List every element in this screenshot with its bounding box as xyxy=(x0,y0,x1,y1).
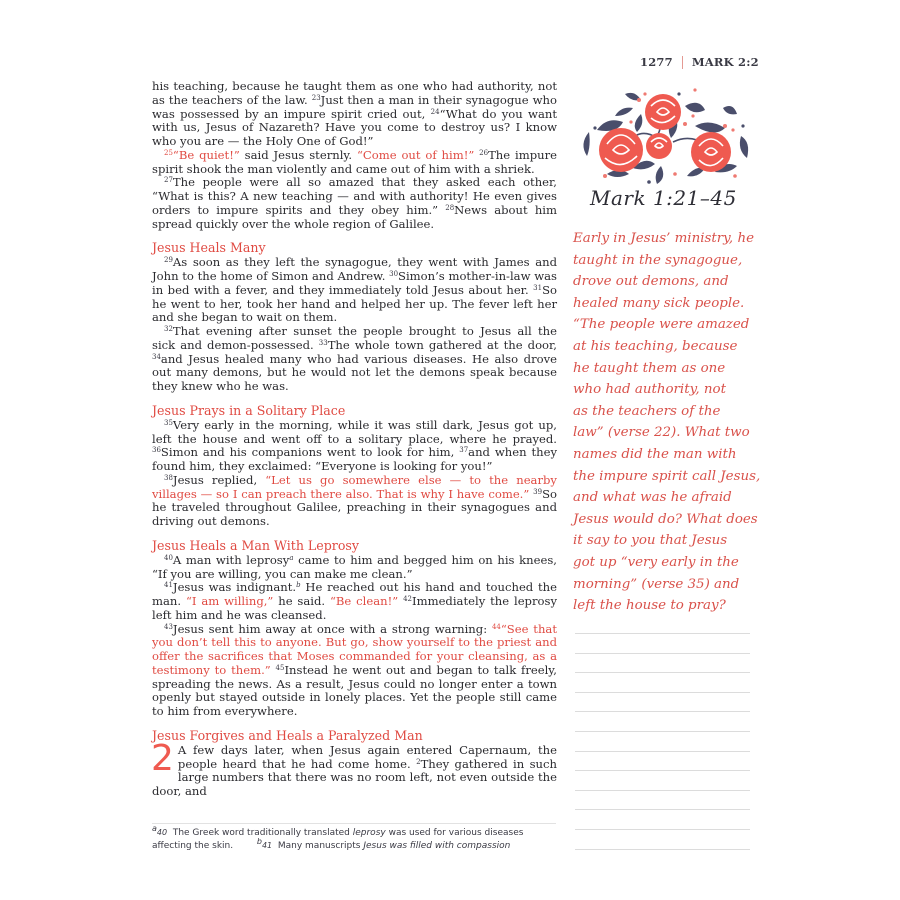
page-number: 1277 xyxy=(640,55,673,69)
devotional-line: morning” (verse 35) and xyxy=(573,576,740,592)
footnote-a: $^a$40 The Greek word traditionally translated leprosy was used for various diseases affecting the skin. xyxy=(152,824,524,851)
chapter-2-start xyxy=(151,737,557,799)
journal-line xyxy=(575,711,750,712)
paragraph: $^{29}$As soon as they left the synagogue, they went with James and John to the home of Simon and Andrew. $^{30}$Simon’s mother-in-law was in bed with a fever, and they immediately told Jesus about her. $^{31}$So he went to her, took her hand and helped her up. The fever left her and she began to wait on them. xyxy=(152,255,557,325)
verse-number: 33 xyxy=(318,338,328,347)
journaling-lines[interactable] xyxy=(575,633,750,868)
verse-number: 27 xyxy=(164,176,173,185)
verse-number: 2 xyxy=(416,757,421,766)
paragraph: $^{35}$Very early in the morning, while it was still dark, Jesus got up, left the house and went off to a solitary place, where he prayed. $^{36}$Simon and his companions went to look for him, $^{37}$and when they found him, they exclaimed: “Everyone is looking for you!” xyxy=(152,417,557,473)
journal-line xyxy=(575,692,750,693)
devotional-line: he taught them as one xyxy=(573,360,726,376)
footnote-marker[interactable]: b xyxy=(296,581,301,590)
section-heading-paralyzed: Jesus Forgives and Heals a Paralyzed Man xyxy=(152,727,423,743)
verse-number: 25 xyxy=(164,148,173,157)
devotional-line: Early in Jesus’ ministry, he xyxy=(573,231,754,246)
devotional-line: healed many sick people. xyxy=(573,295,745,311)
verse-number: 43 xyxy=(164,622,173,631)
verse-number: 32 xyxy=(164,325,173,333)
devotional-scripture-reference: Mark 1:21–45 xyxy=(590,186,737,210)
words-of-jesus: “Let us go somewhere else — to the nearby villages — so I can preach there also. That is why I have come.” xyxy=(152,472,557,501)
chapter-number-dropcap: 2 xyxy=(151,737,174,779)
devotional-line: got up “very early in the xyxy=(573,554,739,570)
verse-number: 44 xyxy=(491,622,501,631)
journal-line xyxy=(575,731,750,732)
words-of-jesus: “Be quiet!” xyxy=(172,147,240,162)
journal-line xyxy=(575,770,750,771)
paragraph: his teaching, because he taught them as one who had authority, not as the teachers of the law. $^{23}$Just then a man in their synagogue who was possessed by an impure spirit cried out, $^{24}$“What do you want with us, Jesus of Nazareth? Have you come to destroy us? I know who you are — the Holy One of God!” xyxy=(152,79,558,148)
footnotes xyxy=(152,824,556,852)
header-divider xyxy=(682,56,683,69)
devotional-line: left the house to pray? xyxy=(573,598,726,614)
journal-line xyxy=(575,829,750,830)
paragraph: A few days later, when Jesus again entered Capernaum, the people heard that he had come home. $^2$They gathered in such large numbers that there was no room left, not even outside the door, and xyxy=(152,742,557,798)
paragraph: $^{25}$“Be quiet!” said Jesus sternly. “Come out of him!” $^{26}$The impure spirit shook the man violently and came out of him with a shriek. xyxy=(152,147,557,176)
devotional-line: “The people were amazed xyxy=(573,317,750,333)
paragraph: $^{38}$Jesus replied, “Let us go somewhere else — to the nearby villages — so I can preach there also. That is why I have come.” $^{39}$So he traveled throughout Galilee, preaching in their synagogues and driving out demons. xyxy=(152,472,557,528)
verse-number: 35 xyxy=(164,418,173,427)
journal-line xyxy=(575,849,750,850)
verse-number: 34 xyxy=(152,352,161,361)
devotional-line: names did the man with xyxy=(573,446,737,462)
journal-line xyxy=(575,751,750,752)
devotional-line: the impure spirit call Jesus, xyxy=(573,468,761,484)
paragraph: $^{32}$That evening after sunset the people brought to Jesus all the sick and demon-possessed. $^{33}$The whole town gathered at the door, $^{34}$and Jesus healed many who had various diseases. He also drove out many demons, but he would not let the demons speak because they knew who he was. xyxy=(152,324,557,393)
journal-line xyxy=(575,672,750,673)
verse-number: 23 xyxy=(311,93,321,102)
verse-number: 40 xyxy=(164,553,173,562)
paragraph: $^{43}$Jesus sent him away at once with a strong warning: $^{44}$“See that you don’t tell this to anyone. But go, show yourself to the priest and offer the sacrifices that Moses commanded for your cleansing, as a testimony to them.” $^{45}$Instead he went out and began to talk freely, spreading the news. As a result, Jesus could no longer enter a town openly but stayed outside in lonely places. Yet the people still came to him from everywhere. xyxy=(152,621,557,718)
verse-number: 36 xyxy=(152,446,161,455)
chapter-verse-reference: MARK 2:2 xyxy=(691,55,759,69)
verse-number: 45 xyxy=(275,663,285,672)
section-heading-prays: Jesus Prays in a Solitary Place xyxy=(152,402,346,418)
verse-number: 39 xyxy=(533,487,543,496)
words-of-jesus: “Come out of him!” xyxy=(356,147,475,162)
verse-number: 31 xyxy=(533,283,543,292)
verse-number: 42 xyxy=(403,595,412,603)
devotional-line: drove out demons, and xyxy=(573,274,729,290)
verse-number: 41 xyxy=(164,581,173,590)
journal-line xyxy=(575,790,750,791)
paragraph: $^{40}$A man with leprosy$^a$ came to him and begged him on his knees, “If you are willing, you can make me clean.” xyxy=(152,552,557,581)
rose-bouquet-icon xyxy=(575,86,755,186)
devotional-line: who had authority, not xyxy=(573,382,726,398)
verse-number: 37 xyxy=(459,446,469,455)
devotional-line: taught in the synagogue, xyxy=(573,252,743,268)
journal-line xyxy=(575,653,750,654)
verse-number: 24 xyxy=(430,107,440,116)
paragraph: $^{41}$Jesus was indignant.$^b$ He reached out his hand and touched the man. “I am willing,” he said. “Be clean!” $^{42}$Immediately the leprosy left him and he was cleansed. xyxy=(152,580,557,622)
devotional-line: it say to you that Jesus xyxy=(573,533,728,549)
devotional-line: and what was he afraid xyxy=(573,490,732,506)
verse-number: 28 xyxy=(445,203,455,212)
devotional-text xyxy=(573,228,761,617)
devotional-line: Jesus would do? What does xyxy=(573,511,758,527)
words-of-jesus: “I am willing,” xyxy=(185,594,274,608)
devotional-line: as the teachers of the xyxy=(573,403,721,419)
words-of-jesus: “See that you don’t tell this to anyone. But go, show yourself to the priest and offer the sacrifices that Moses commanded for your cleansing, as a testimony to them.” xyxy=(152,621,557,677)
devotional-line: at his teaching, because xyxy=(573,338,738,354)
scripture-text-column xyxy=(152,80,557,799)
footnote-divider xyxy=(152,823,556,824)
devotional-line: law” (verse 22). What two xyxy=(573,425,750,441)
running-header xyxy=(640,55,800,69)
verse-number: 30 xyxy=(389,270,399,278)
journal-line xyxy=(575,809,750,810)
verse-number: 29 xyxy=(164,256,173,265)
paragraph: $^{27}$The people were all so amazed that they asked each other, “What is this? A new teaching — and with authority! He even gives orders to impure spirits and they obey him.” $^{28}$News about him spread quickly over the whole region of Galilee. xyxy=(152,175,558,231)
verse-number: 38 xyxy=(164,473,173,482)
footnote-marker[interactable]: a xyxy=(289,553,294,562)
section-heading-leprosy: Jesus Heals a Man With Leprosy xyxy=(152,537,359,553)
words-of-jesus: “Be clean!” xyxy=(329,594,399,608)
journal-line xyxy=(575,633,750,634)
footnote-b: $^b$41 Many manuscripts Jesus was filled with compassion xyxy=(256,836,511,851)
verse-number: 26 xyxy=(479,148,489,157)
section-heading-heals-many: Jesus Heals Many xyxy=(152,240,266,256)
